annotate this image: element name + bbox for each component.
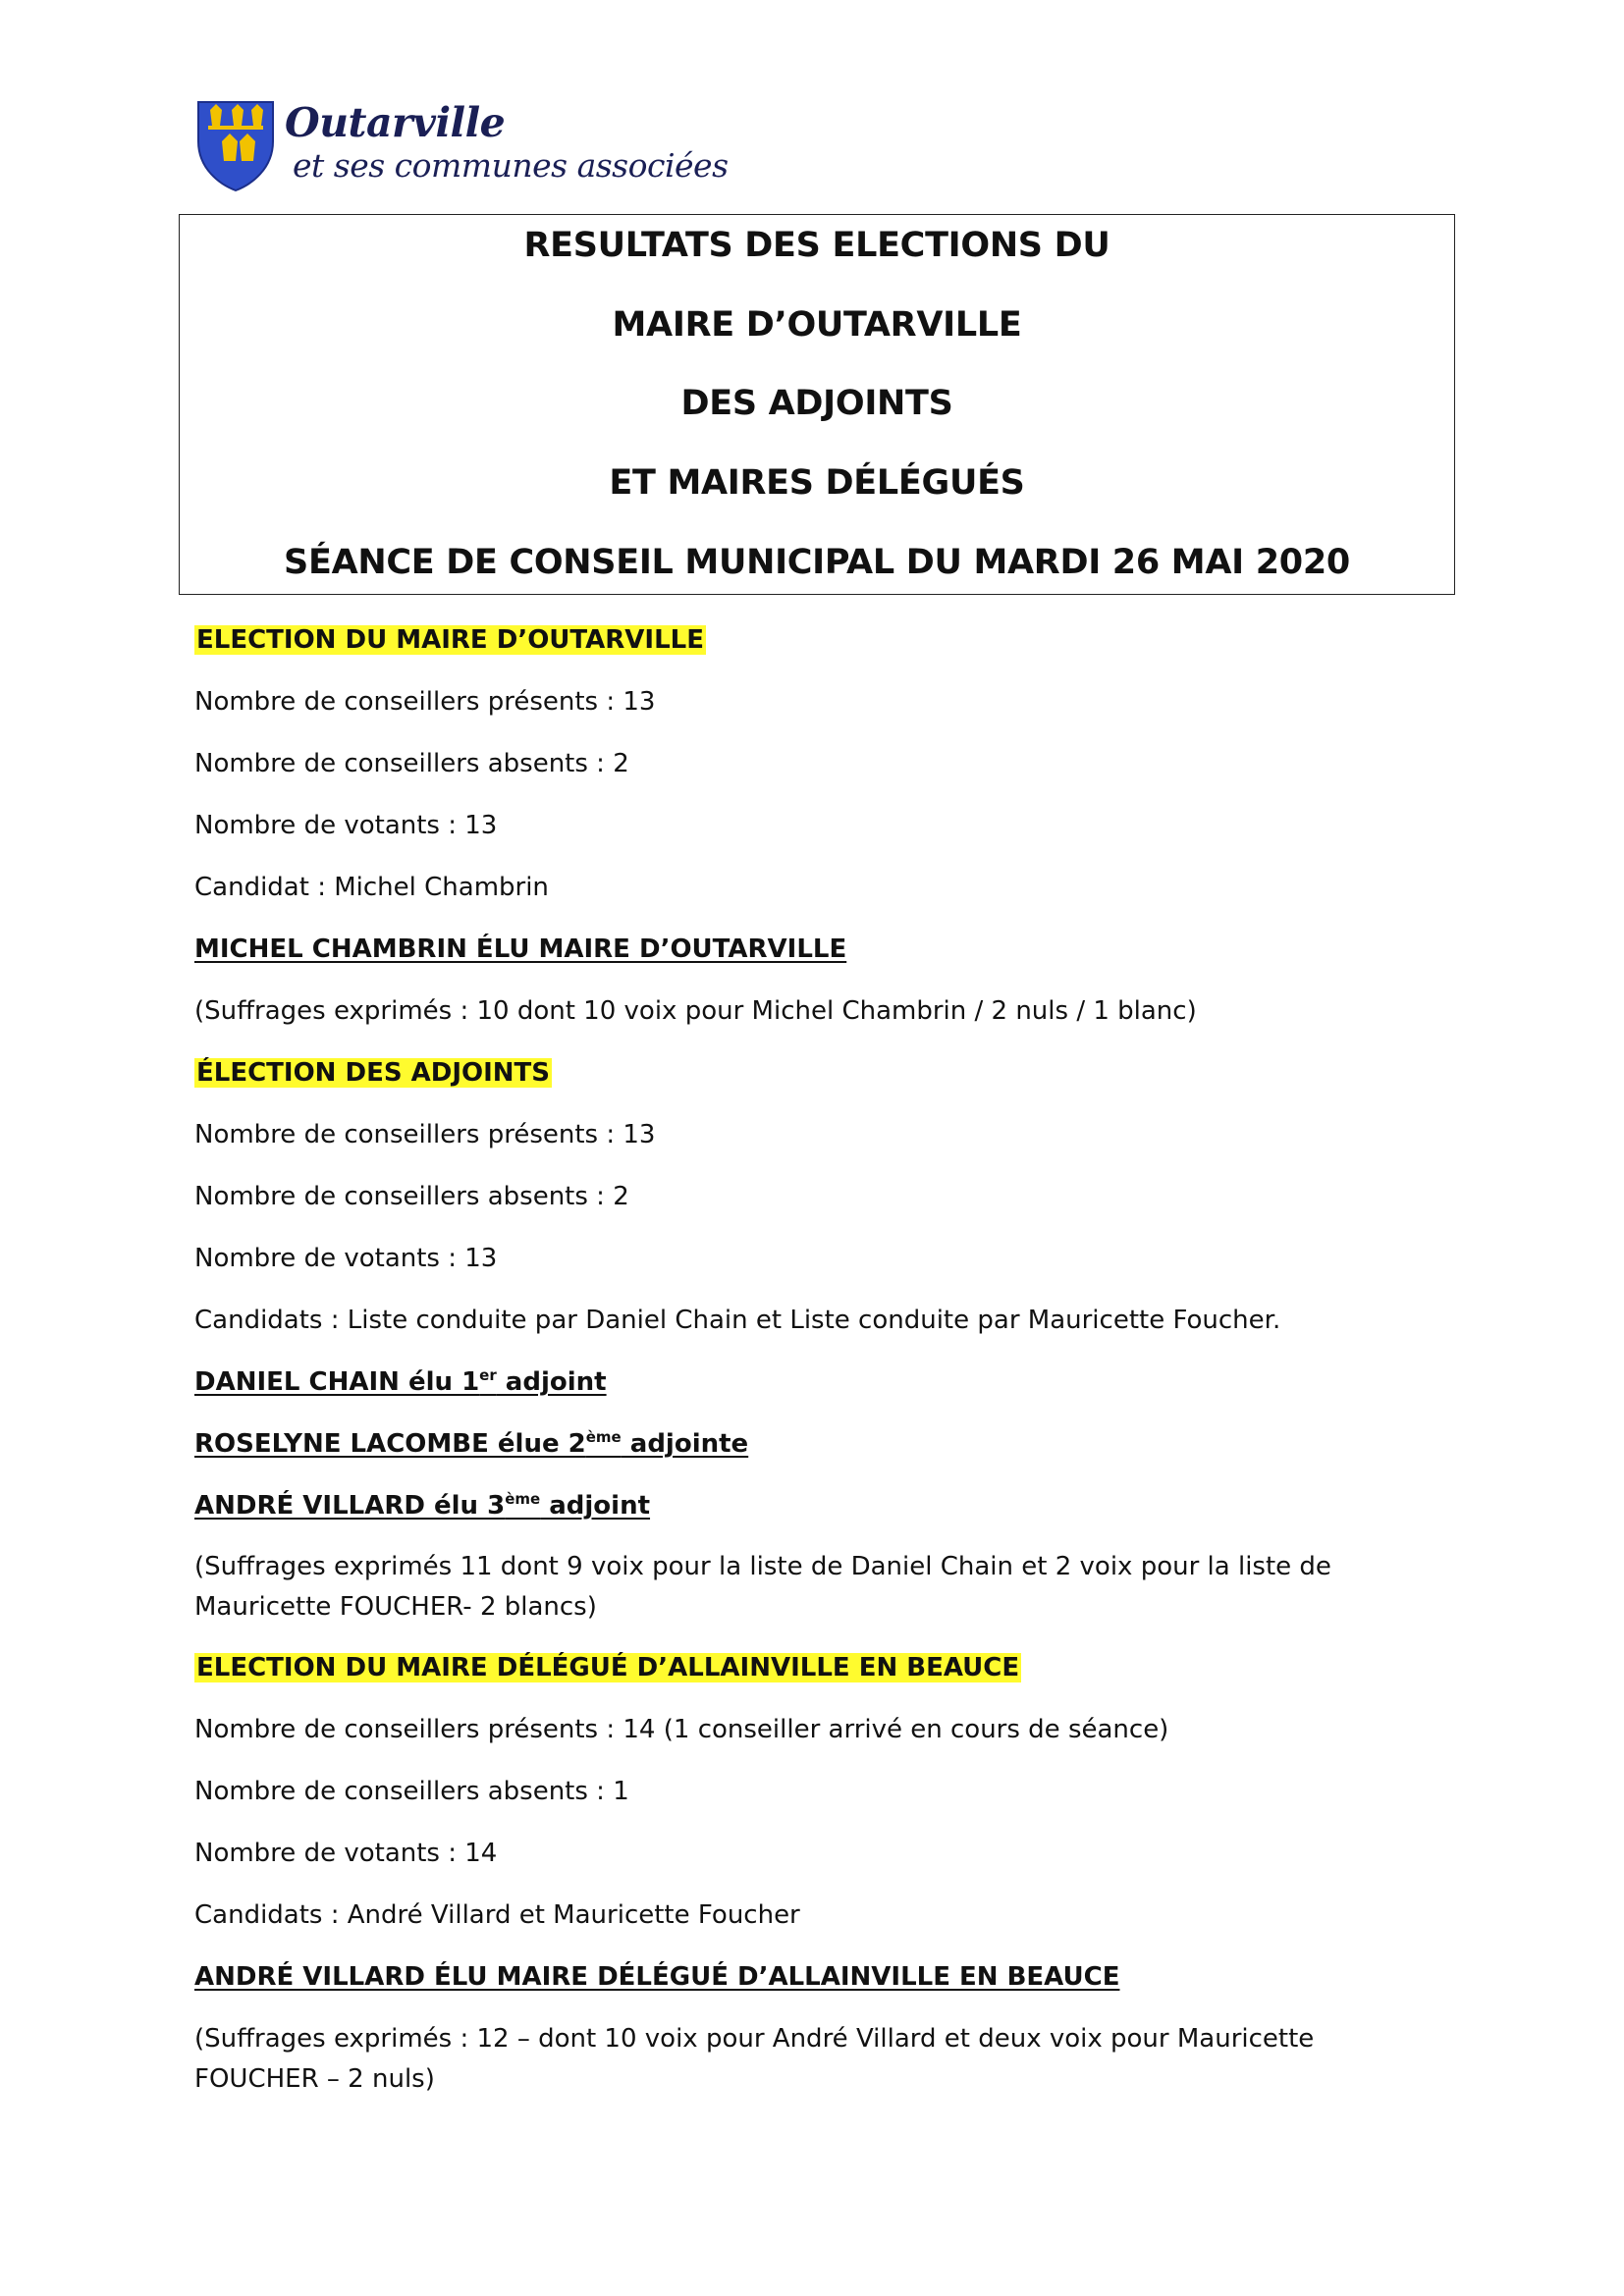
allainville-absent-count: Nombre de conseillers absents : 1 xyxy=(194,1777,629,1806)
section-heading-maire xyxy=(194,622,1471,658)
outarville-logo xyxy=(194,96,729,198)
adjoint-result-text: ROSELYNE LACOMBE élue 2 xyxy=(194,1429,586,1459)
title-box xyxy=(179,214,1455,595)
allainville-result: ANDRÉ VILLARD ÉLU MAIRE DÉLÉGUÉ D’ALLAINVILLE EN BEAUCE xyxy=(194,1962,1120,1992)
adjoint-result-role: adjoint xyxy=(540,1491,651,1521)
maire-present-count: Nombre de conseillers présents : 13 xyxy=(194,687,656,717)
ordinal-suffix: ème xyxy=(505,1490,541,1508)
allainville-present-count: Nombre de conseillers présents : 14 (1 conseiller arrivé en cours de séance) xyxy=(194,1715,1169,1744)
logo-subtitle: et ses communes associées xyxy=(293,146,729,185)
title-line-5: SÉANCE DE CONSEIL MUNICIPAL DU MARDI 26 MAI 2020 xyxy=(284,543,1350,582)
title-line-1: RESULTATS DES ELECTIONS DU xyxy=(523,226,1110,265)
adjoints-voters-count: Nombre de votants : 13 xyxy=(194,1244,498,1273)
adjoints-votes: (Suffrages exprimés 11 dont 9 voix pour la liste de Daniel Chain et 2 voix pour la liste de Mauricette FOUCHER- 2 blancs) xyxy=(194,1552,1331,1622)
adjoints-absent-count: Nombre de conseillers absents : 2 xyxy=(194,1182,629,1211)
maire-votes: (Suffrages exprimés : 10 dont 10 voix pour Michel Chambrin / 2 nuls / 1 blanc) xyxy=(194,996,1197,1026)
heading-highlight: ELECTION DU MAIRE DÉLÉGUÉ D’ALLAINVILLE EN BEAUCE xyxy=(196,1653,1020,1682)
heading-highlight: ELECTION DU MAIRE D’OUTARVILLE xyxy=(196,625,704,655)
ordinal-suffix: er xyxy=(479,1366,497,1384)
maire-candidates: Candidat : Michel Chambrin xyxy=(194,873,549,902)
allainville-candidates: Candidats : André Villard et Mauricette Foucher xyxy=(194,1900,800,1930)
maire-voters-count: Nombre de votants : 13 xyxy=(194,811,498,840)
title-line-4: ET MAIRES DÉLÉGUÉS xyxy=(609,463,1025,503)
maire-result: MICHEL CHAMBRIN ÉLU MAIRE D’OUTARVILLE xyxy=(194,934,847,964)
adjoint-result-3 xyxy=(194,1488,1471,1523)
adjoints-candidates: Candidats : Liste conduite par Daniel Chain et Liste conduite par Mauricette Foucher. xyxy=(194,1306,1281,1335)
adjoint-result-1 xyxy=(194,1364,1471,1400)
adjoint-result-text: DANIEL CHAIN élu 1 xyxy=(194,1367,480,1397)
coat-of-arms-icon xyxy=(194,98,277,192)
allainville-votes: (Suffrages exprimés : 12 – dont 10 voix pour André Villard et deux voix pour Mauricette FOUCHER – 2 nuls) xyxy=(194,2024,1315,2094)
adjoint-result-text: ANDRÉ VILLARD élu 3 xyxy=(194,1491,506,1521)
logo-title: Outarville xyxy=(285,99,506,146)
allainville-voters-count: Nombre de votants : 14 xyxy=(194,1839,498,1868)
adjoint-result-2 xyxy=(194,1426,1471,1462)
logo-wordmark xyxy=(285,100,729,187)
title-line-3: DES ADJOINTS xyxy=(680,384,953,423)
ordinal-suffix: ème xyxy=(585,1428,622,1446)
heading-highlight: ÉLECTION DES ADJOINTS xyxy=(196,1058,550,1088)
adjoints-present-count: Nombre de conseillers présents : 13 xyxy=(194,1120,656,1149)
adjoint-result-role: adjointe xyxy=(621,1429,749,1459)
section-heading-allainville xyxy=(194,1650,1471,1685)
section-heading-adjoints xyxy=(194,1055,1471,1091)
adjoint-result-role: adjoint xyxy=(496,1367,607,1397)
title-line-2: MAIRE D’OUTARVILLE xyxy=(612,305,1022,345)
maire-absent-count: Nombre de conseillers absents : 2 xyxy=(194,749,629,778)
